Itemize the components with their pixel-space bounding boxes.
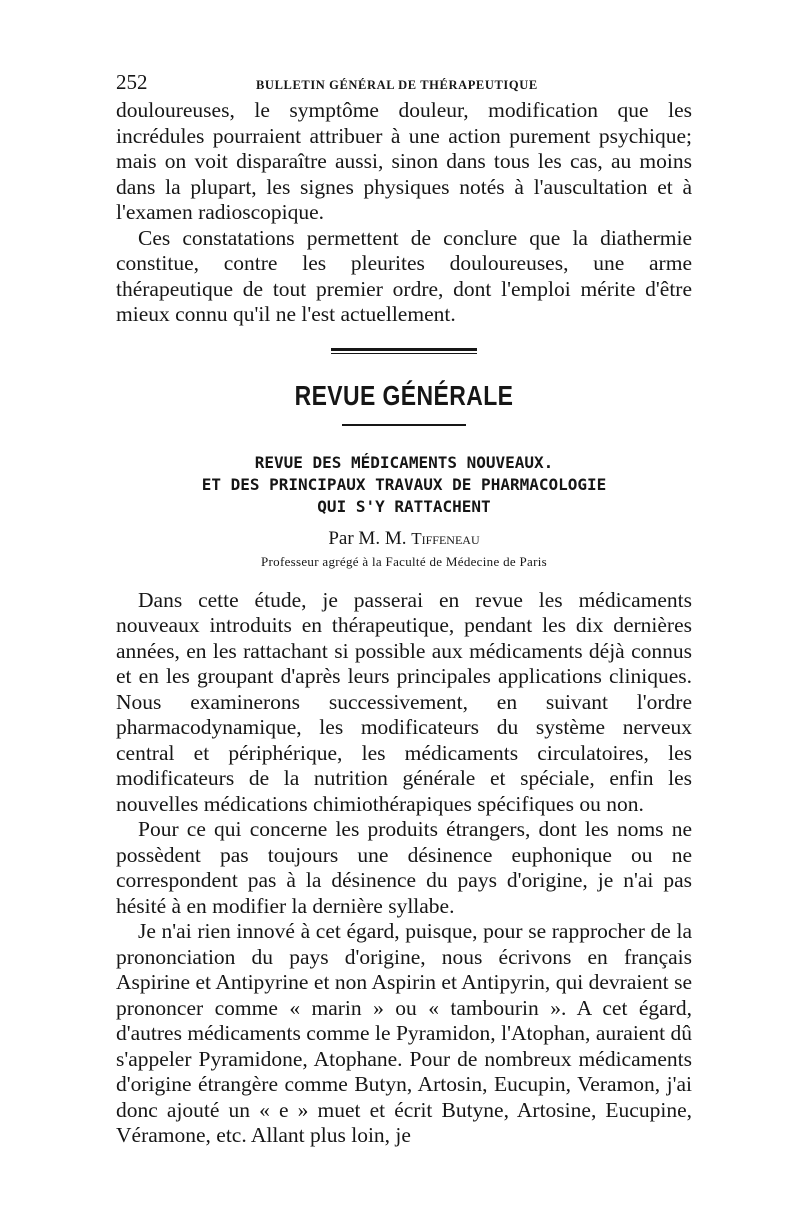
article-title <box>116 452 692 518</box>
running-head <box>116 70 692 98</box>
author-name: Tiffeneau <box>411 528 480 548</box>
author-affiliation: Professeur agrégé à la Faculté de Médecine de Paris <box>260 553 548 569</box>
section-separator <box>331 348 477 354</box>
body-paragraph-1: Dans cette étude, je passerai en revue les médicaments nouveaux introduits en thérapeutique, pendant les dix dernières années, en les rattachant si possible aux médicaments déjà connus et en les groupant d'après leurs principales applications cliniques. Nous examinerons successivement, en suivant l'ordre pharmacodynamique, les modificateurs du système nerveux central et périphérique, les médicaments circulatoires, les modificateurs de la nutrition générale et spéciale, enfin les nouvelles médications chimiothérapiques spécifiques ou non. <box>116 587 692 816</box>
section-title: REVUE GÉNÉRALE <box>294 379 514 411</box>
article-body <box>116 588 692 1149</box>
byline <box>116 528 692 550</box>
article-title-line-1: REVUE DES MÉDICAMENTS NOUVEAUX. <box>254 452 554 472</box>
byline-prefix: Par M. M. <box>328 527 407 549</box>
document-page <box>116 70 692 1149</box>
article-title-line-2: ET DES PRINCIPAUX TRAVAUX DE PHARMACOLOGIE <box>201 474 607 494</box>
body-paragraph-2: Pour ce qui concerne les produits étrangers, dont les noms ne possèdent pas toujours une désinence euphonique ou ne correspondent pas à la désinence du pays d'origine, je n'ai pas hésité à en modifier la dernière syllabe. <box>116 817 692 918</box>
intro-paragraph-1: douloureuses, le symptôme douleur, modification que les incrédules pourraient attribuer à une action purement psychique; mais on voit disparaître aussi, sinon dans tous les cas, au moins dans la plupart, les signes physiques notés à l'auscultation et à l'examen radioscopique. <box>116 98 692 224</box>
page-number: 252 <box>116 70 148 94</box>
double-rule <box>331 348 477 354</box>
article-title-line-3: QUI S'Y RATTACHENT <box>317 496 491 516</box>
body-paragraph-3: Je n'ai rien innové à cet égard, puisque, pour se rapprocher de la prononciation du pays d'origine, nous écrivons en français Aspirine et Antipyrine et non Aspirin et Antipyrin, qui devraient se prononcer comme « marin » ou « tambourin ». A cet égard, d'autres médicaments comme le Pyramidon, l'Atophan, auraient dû s'appeler Pyramidone, Atophane. Pour de nombreux médicaments d'origine étrangère comme Butyn, Artosin, Eucupin, Veramon, j'ai donc ajouté un « e » muet et écrit Butyne, Artosine, Eucupine, Véramone, etc. Allant plus loin, je <box>116 919 692 1147</box>
title-underline <box>342 424 466 426</box>
intro-paragraph-2: Ces constatations permettent de conclure que la diathermie constitue, contre les pleurites douloureuses, une arme thérapeutique de tout premier ordre, dont l'emploi mérite d'être mieux connu qu'il ne l'est actuellement. <box>116 225 692 326</box>
journal-title: BULLETIN GÉNÉRAL DE THÉRAPEUTIQUE <box>256 78 538 92</box>
